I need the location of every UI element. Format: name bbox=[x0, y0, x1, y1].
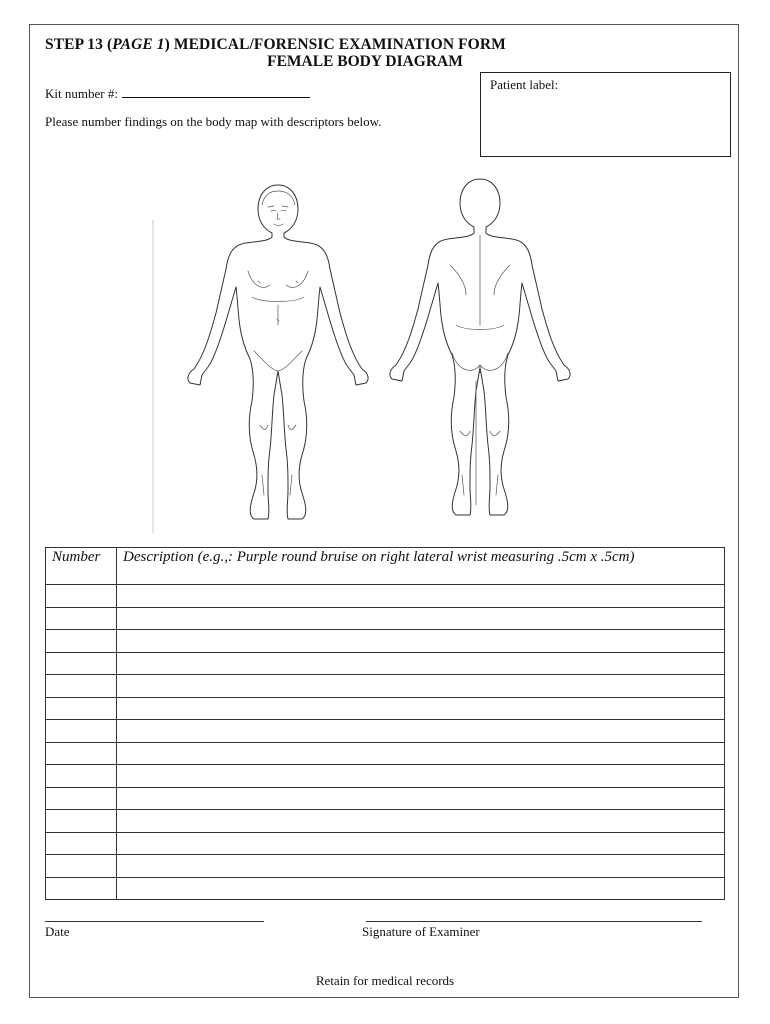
kit-number-line[interactable] bbox=[122, 87, 310, 98]
table-row bbox=[46, 787, 725, 810]
female-body-back bbox=[390, 179, 570, 515]
description-cell[interactable] bbox=[117, 675, 725, 698]
table-row bbox=[46, 697, 725, 720]
table-row bbox=[46, 630, 725, 653]
description-cell[interactable] bbox=[117, 787, 725, 810]
description-cell[interactable] bbox=[117, 720, 725, 743]
number-cell[interactable] bbox=[46, 652, 117, 675]
number-cell[interactable] bbox=[46, 697, 117, 720]
date-line[interactable] bbox=[45, 921, 264, 922]
instruction-text: Please number findings on the body map with descriptors below. bbox=[45, 114, 382, 129]
description-cell[interactable] bbox=[117, 765, 725, 788]
number-cell[interactable] bbox=[46, 787, 117, 810]
kit-number-field bbox=[45, 86, 310, 102]
number-cell[interactable] bbox=[46, 832, 117, 855]
signature-label: Signature of Examiner bbox=[362, 924, 480, 939]
description-cell[interactable] bbox=[117, 607, 725, 630]
number-cell[interactable] bbox=[46, 810, 117, 833]
description-cell[interactable] bbox=[117, 832, 725, 855]
description-cell[interactable] bbox=[117, 855, 725, 878]
table-row bbox=[46, 855, 725, 878]
table-row bbox=[46, 742, 725, 765]
table-row bbox=[46, 877, 725, 900]
table-row bbox=[46, 607, 725, 630]
number-cell[interactable] bbox=[46, 765, 117, 788]
table-row bbox=[46, 585, 725, 608]
description-cell[interactable] bbox=[117, 585, 725, 608]
number-column-header: Number bbox=[46, 548, 117, 585]
table-row bbox=[46, 720, 725, 743]
page-number: PAGE 1 bbox=[112, 36, 165, 53]
signature-line[interactable] bbox=[366, 921, 702, 922]
patient-label-box[interactable] bbox=[480, 72, 731, 157]
description-cell[interactable] bbox=[117, 810, 725, 833]
table-row bbox=[46, 652, 725, 675]
table-header-row bbox=[46, 548, 725, 585]
description-cell[interactable] bbox=[117, 697, 725, 720]
description-cell[interactable] bbox=[117, 877, 725, 900]
date-label: Date bbox=[45, 924, 70, 939]
number-cell[interactable] bbox=[46, 742, 117, 765]
form-subtitle: FEMALE BODY DIAGRAM bbox=[267, 53, 463, 70]
number-cell[interactable] bbox=[46, 877, 117, 900]
table-row bbox=[46, 675, 725, 698]
number-cell[interactable] bbox=[46, 675, 117, 698]
table-row bbox=[46, 810, 725, 833]
body-diagram bbox=[150, 175, 600, 540]
patient-label-text: Patient label: bbox=[490, 77, 559, 92]
number-cell[interactable] bbox=[46, 607, 117, 630]
number-cell[interactable] bbox=[46, 585, 117, 608]
description-column-header: Description (e.g.,: Purple round bruise on right lateral wrist measuring .5cm x .5cm) bbox=[117, 548, 725, 585]
description-cell[interactable] bbox=[117, 742, 725, 765]
table-row bbox=[46, 765, 725, 788]
form-title: STEP 13 (PAGE 1) MEDICAL/FORENSIC EXAMINATION FORM bbox=[45, 36, 506, 53]
findings-table bbox=[45, 547, 725, 900]
description-cell[interactable] bbox=[117, 630, 725, 653]
footer-note: Retain for medical records bbox=[315, 973, 455, 988]
female-body-front bbox=[188, 185, 368, 519]
kit-number-label: Kit number #: bbox=[45, 86, 118, 101]
findings-rows bbox=[46, 585, 725, 900]
table-row bbox=[46, 832, 725, 855]
number-cell[interactable] bbox=[46, 720, 117, 743]
number-cell[interactable] bbox=[46, 630, 117, 653]
description-cell[interactable] bbox=[117, 652, 725, 675]
number-cell[interactable] bbox=[46, 855, 117, 878]
